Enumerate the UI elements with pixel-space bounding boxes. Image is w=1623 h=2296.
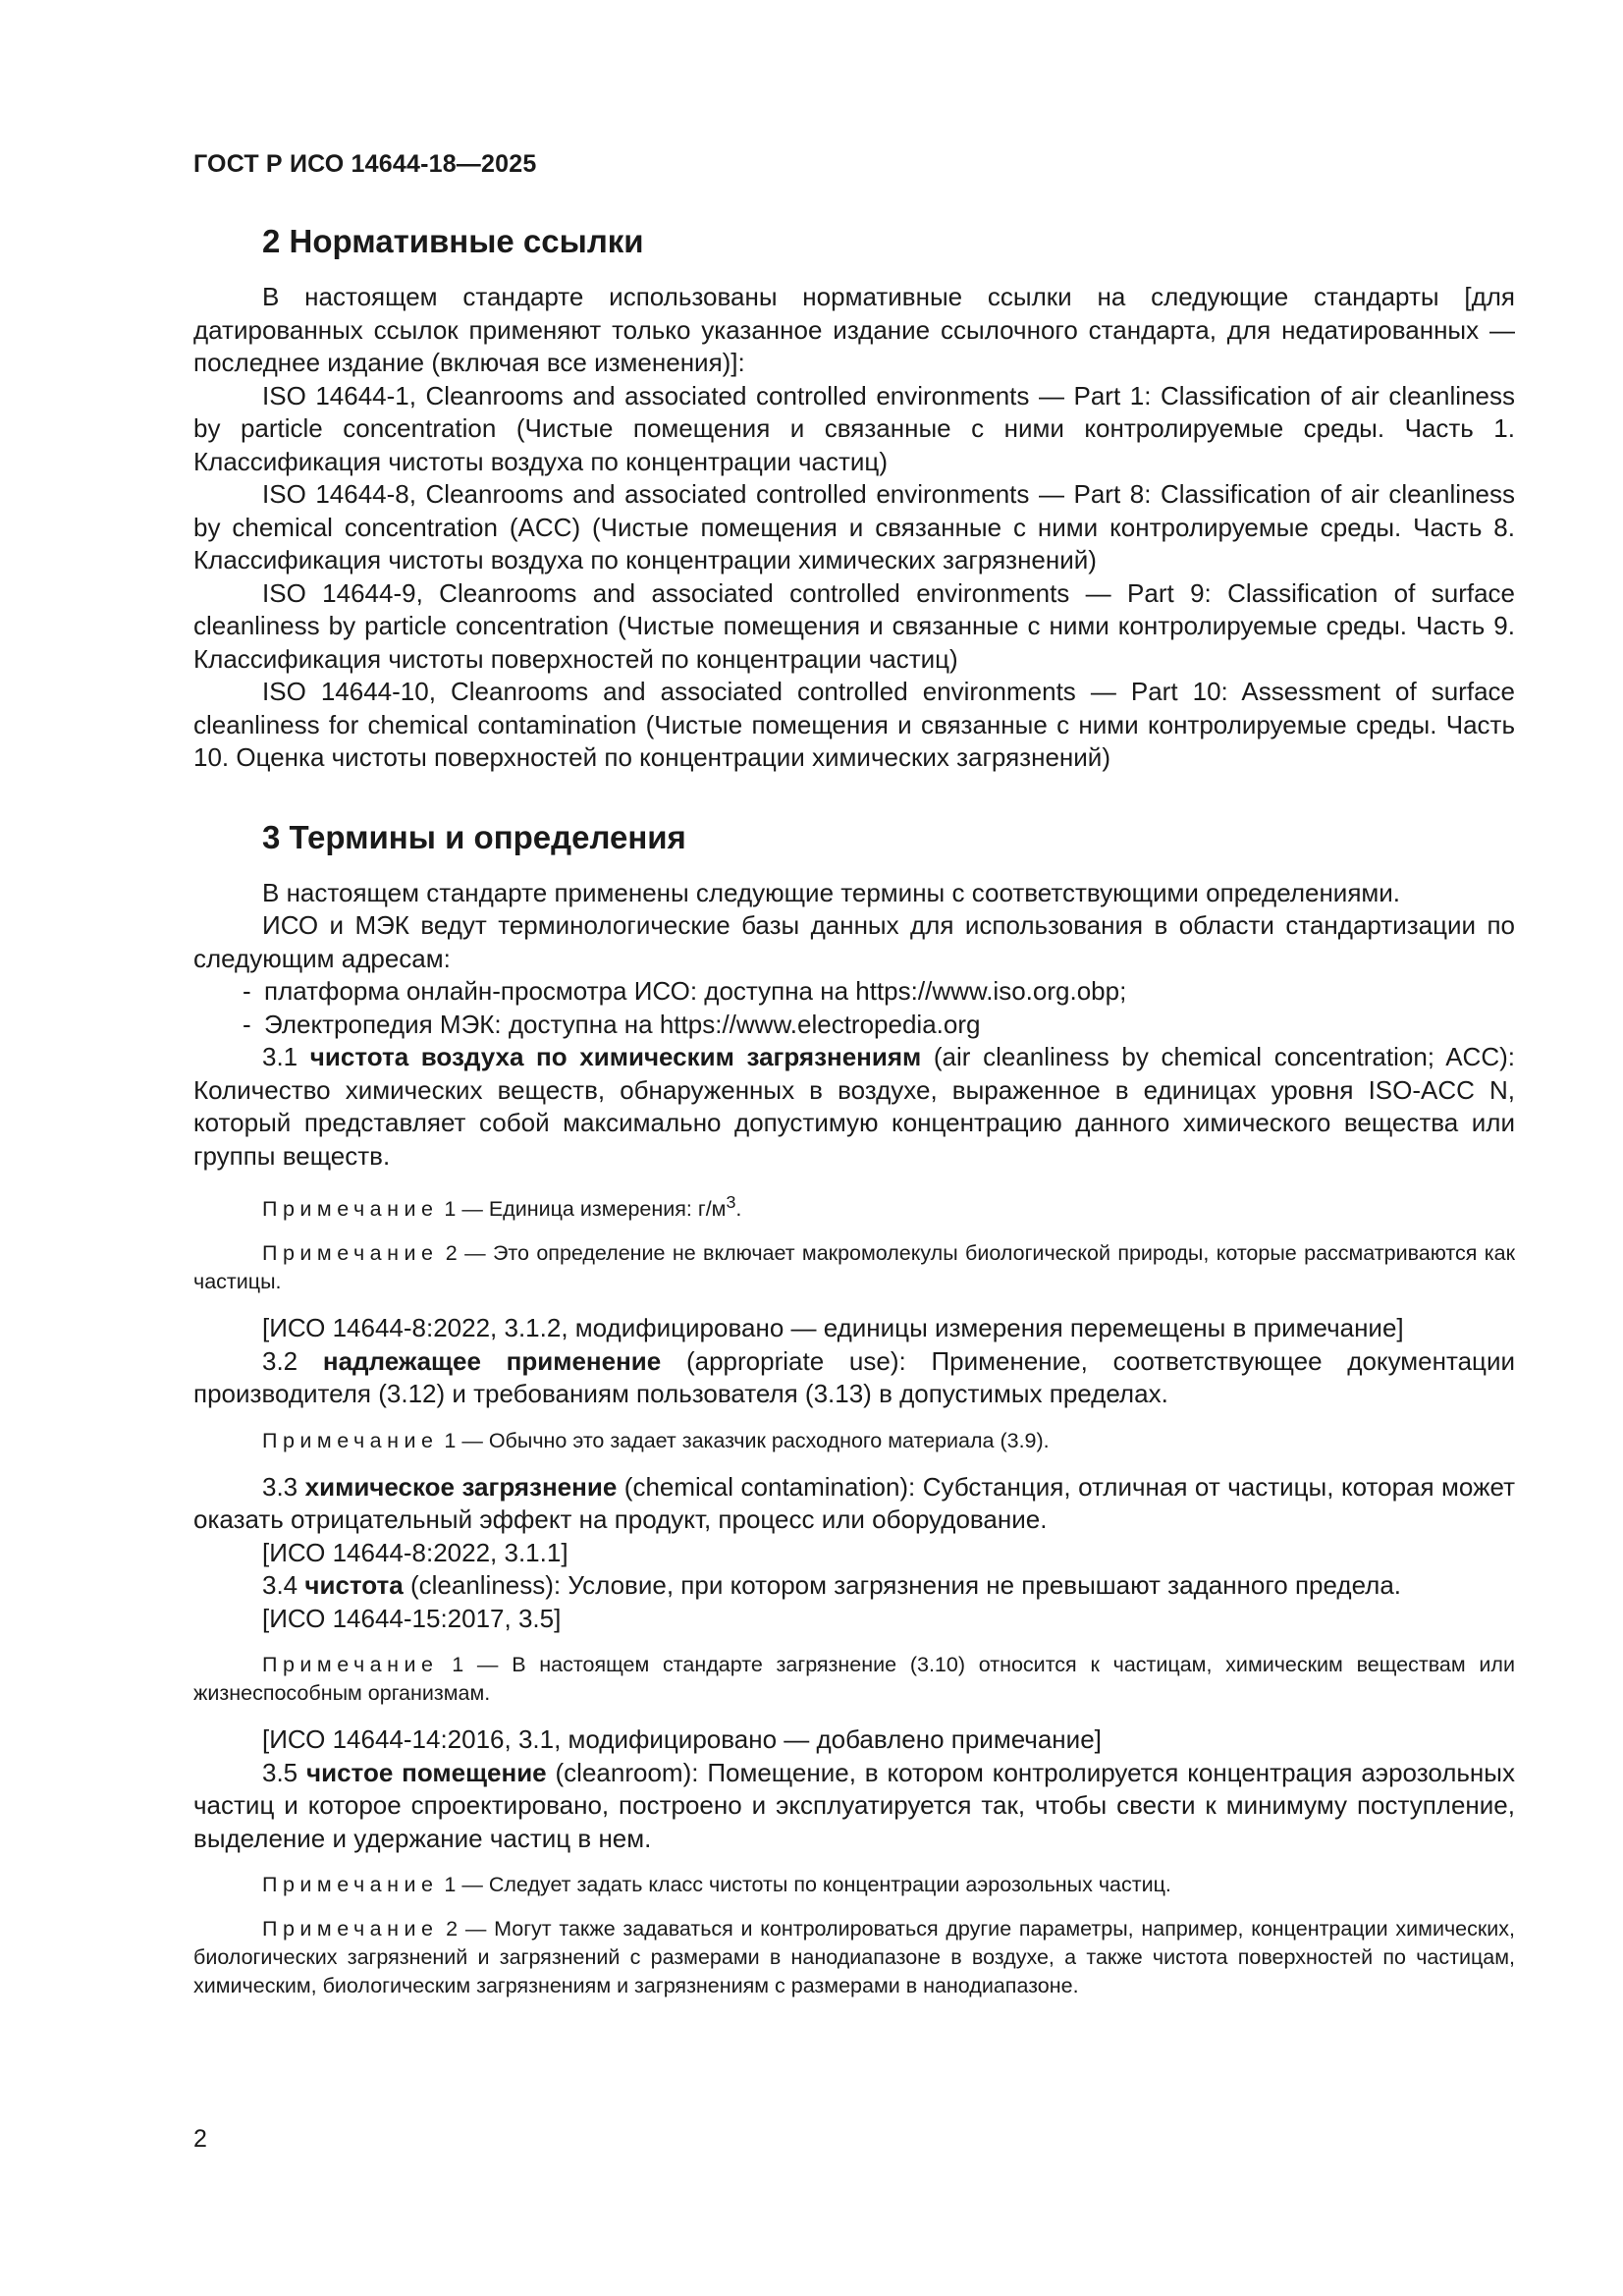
term-definition: (appropriate use): Применение, соответствующее документации производителя (3.12) и требованиям пользователя (3.13) в допустимых пределах. [193,1345,1515,1409]
list-item [193,975,1515,1009]
note-superscript: 3 [726,1192,736,1212]
note-3-5-2 [193,1915,1515,2000]
term-number: 3.4 [262,1570,305,1601]
note-text: 2 — Могут также задаваться и контролироваться другие параметры, например, концентрации химических, биологических загрязнений и загрязнений с размерами в нанодиапазоне в воздухе, а также чистота поверхностей по частицам, химическим, биологическим загрязнениям и загрязнениям с размерами в нанодиапазоне. [193,1917,1515,1998]
note-label: Примечание [262,1917,439,1941]
normative-ref-9: ISO 14644-9, Cleanrooms and associated controlled environments — Part 9: Classification of surface cleanliness by particle concentration (Чистые помещения и связанные с ними контролируемые среды. Часть 9. Классификация чистоты поверхностей по концентрации частиц) [193,577,1515,674]
section-3-intro: В настоящем стандарте применены следующие термины с соответствующими определениями. [262,877,1401,907]
term-name: чистота [304,1570,404,1601]
section-2-intro: В настоящем стандарте использованы нормативные ссылки на следующие стандарты [для датированных ссылок применяют только указанное издание ссылочного стандарта, для недатированных — последнее издание (включая все изменения)]: [193,282,1515,377]
normative-ref-1: ISO 14644-1, Cleanrooms and associated controlled environments — Part 1: Classification of air cleanliness by particle concentration (Чистые помещения и связанные с ними контролируемые среды. Часть 1. Классификация чистоты воздуха по концентрации частиц) [193,380,1515,476]
page-number: 2 [193,2125,207,2153]
term-name: надлежащее применение [322,1345,662,1376]
list-item-text: платформа онлайн-просмотра ИСО: доступна на https://www.iso.org.obp; [264,976,1127,1006]
term-3-3-source: [ИСО 14644-8:2022, 3.1.1] [262,1537,568,1567]
term-number: 3.3 [262,1471,305,1502]
running-header: ГОСТ Р ИСО 14644-18—2025 [193,150,537,178]
term-number: 3.1 [262,1042,310,1071]
term-name: чистота воздуха по химическим загрязнениям [309,1042,922,1071]
term-3-4-source-2: [ИСО 14644-14:2016, 3.1, модифицировано — добавлено примечание] [262,1724,1102,1755]
term-definition: (chemical contamination): Субстанция, отличная от частицы, которая может оказать отрицательный эффект на продукт, процесс или оборудование. [193,1471,1515,1535]
list-item [193,1009,1515,1042]
term-3-4-source: [ИСО 14644-15:2017, 3.5] [262,1603,562,1633]
section-3-title: 3 Термины и определения [262,818,686,855]
normative-ref-8: ISO 14644-8, Cleanrooms and associated controlled environments — Part 8: Classification of air cleanliness by chemical concentration (ACC) (Чистые помещения и связанные с ними контролируемые среды. Часть 8. Классификация чистоты воздуха по концентрации химических загрязнений) [193,479,1515,574]
note-3-2-1 [193,1427,1515,1455]
term-name: чистое помещение [306,1757,547,1787]
page-content [193,222,1515,2000]
note-label: Примечание [262,1873,439,1897]
term-3-2 [193,1345,1515,1411]
term-3-5 [193,1757,1515,1856]
note-text: 1 — Следует задать класс чистоты по концентрации аэрозольных частиц. [438,1873,1171,1897]
list-item-text: Электропедия МЭК: доступна на https://www.electropedia.org [264,1009,981,1039]
section-2-title: 2 Нормативные ссылки [262,223,644,259]
terminology-db-intro: ИСО и МЭК ведут терминологические базы данных для использования в области стандартизации по следующим адресам: [193,910,1515,973]
term-3-1-source: [ИСО 14644-8:2022, 3.1.2, модифицировано — единицы измерения перемещены в примечание] [262,1313,1404,1343]
list-dash: - [243,976,251,1006]
note-3-5-1 [193,1871,1515,1899]
term-number: 3.2 [262,1345,323,1376]
note-3-1-1 [193,1188,1515,1224]
term-3-3 [193,1471,1515,1537]
term-3-1 [193,1041,1515,1173]
term-name: химическое загрязнение [304,1471,618,1502]
note-text: 1 — Единица измерения: г/м [438,1197,727,1222]
term-number: 3.5 [262,1757,307,1787]
term-3-4 [193,1569,1515,1603]
list-dash: - [243,1009,251,1039]
note-label: Примечание [262,1241,439,1266]
note-label: Примечание [262,1653,439,1677]
note-text: 1 — Обычно это задает заказчик расходного материала (3.9). [438,1428,1050,1452]
note-text: 1 — В настоящем стандарте загрязнение (3.10) относится к частицам, химическим веществам или жизнеспособным организмам. [193,1653,1515,1706]
term-definition: (air cleanliness by chemical concentration; ACC): Количество химических веществ, обнаруженных в воздухе, выраженное в единицах уровня ISO-ACC N, который представляет собой максимально допустимую концентрацию данного химического вещества или группы веществ. [193,1042,1515,1171]
normative-ref-10: ISO 14644-10, Cleanrooms and associated controlled environments — Part 10: Assessment of surface cleanliness for chemical contamination (Чистые помещения и связанные с ними контролируемые среды. Часть 10. Оценка чистоты поверхностей по концентрации химических загрязнений) [193,677,1515,772]
note-label: Примечание [262,1428,439,1452]
note-text-end: . [735,1197,742,1222]
term-definition: (cleanroom): Помещение, в котором контролируется концентрация аэрозольных частиц и которое спроектировано, построено и эксплуатируется так, чтобы свести к минимуму поступление, выделение и удержание частиц в нем. [193,1757,1515,1853]
note-text: 2 — Это определение не включает макромолекулы биологической природы, которые рассматриваются как частицы. [193,1241,1515,1294]
term-definition: (cleanliness): Условие, при котором загрязнения не превышают заданного предела. [403,1570,1402,1601]
note-label: Примечание [262,1197,439,1222]
note-3-1-2 [193,1239,1515,1296]
note-3-4-1 [193,1651,1515,1708]
